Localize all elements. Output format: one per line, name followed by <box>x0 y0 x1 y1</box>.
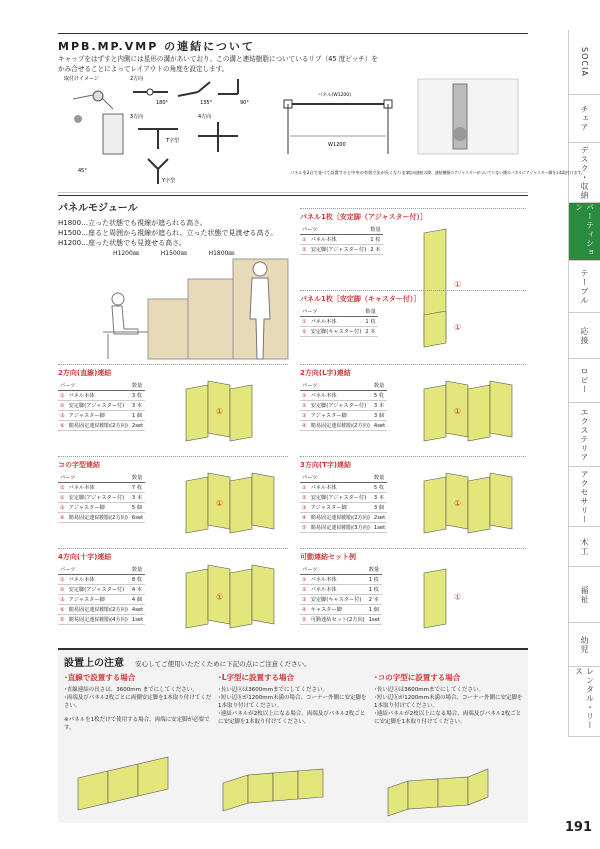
panel-shape <box>424 311 446 347</box>
part-number: ② <box>302 494 307 501</box>
height-1200: H1200㎜ <box>113 250 139 257</box>
part-number: ⑤ <box>60 616 65 623</box>
table-row <box>58 615 145 625</box>
part-qty: 2set <box>373 514 386 521</box>
set-title: パネル1枚［安定脚（アジャスター付）］ <box>300 213 427 221</box>
part-name: アジャスター脚 <box>309 503 372 513</box>
caution-col-title: ･コの字型に設置する場合 <box>374 673 461 682</box>
parts-header: パーツ <box>300 565 367 575</box>
table-row <box>300 493 387 503</box>
label-width: W1200 <box>328 142 346 148</box>
part-name: 可動連結セット(2方向) <box>309 615 367 625</box>
part-number: ① <box>302 392 307 399</box>
callout-1: ① <box>454 592 462 602</box>
label-four-dir: 4方向 <box>198 114 212 120</box>
label-image: 取付けイメージ <box>64 76 99 82</box>
part-name: 簡易固定連結樹脂(4方向) <box>67 615 130 625</box>
part-number: ② <box>302 586 307 593</box>
parts-table <box>300 307 378 337</box>
part-qty: 1set <box>131 616 144 623</box>
part-qty: 2 本 <box>363 327 377 337</box>
table-row <box>300 513 387 523</box>
part-number: ④ <box>60 514 65 521</box>
panel-shape <box>424 477 446 533</box>
part-name: 安定脚(アジャスター付) <box>67 493 130 503</box>
part-qty: 4set <box>131 606 144 613</box>
height-1800: H1800㎜ <box>208 250 235 257</box>
part-name: パネル本体 <box>67 483 130 493</box>
joint-illustration <box>73 91 123 154</box>
part-qty: 1 枚 <box>367 585 382 595</box>
connection-body-line2: かみ合せることによってレイアウトの角度を設定します。 <box>58 65 229 73</box>
panel-shape <box>490 381 512 437</box>
part-number: ① <box>302 484 307 491</box>
table-row <box>58 605 145 615</box>
label-90: 90° <box>240 100 249 106</box>
set-7 <box>300 548 526 643</box>
tab-10[interactable]: 福祉 <box>568 567 600 623</box>
set-title: コの字型連結 <box>58 461 100 469</box>
panel-shape <box>252 565 274 624</box>
qty-header: 数量 <box>130 473 145 483</box>
tab-12[interactable]: レンタル・リース <box>568 667 600 737</box>
part-qty: 1set <box>368 616 380 623</box>
callout-1: ① <box>216 499 224 508</box>
part-name: アジャスター脚 <box>67 503 130 513</box>
caution-line: ･連結パネルが2枚以上になる場合、両端及びパネル2枚ごとに安定脚を1本取り付けてください。 <box>374 711 522 725</box>
caution-line: ･短い辺ⓑが1200mm未満の場合、コーナー外側に安定脚を1本取り付けてください。 <box>218 695 367 709</box>
table-row <box>300 317 378 327</box>
part-number: ④ <box>302 514 307 521</box>
caution-line: ･直線連結の長さは、3600mm までにしてください。 <box>64 687 198 693</box>
table-row <box>300 391 387 401</box>
tab-4[interactable]: テーブル <box>568 261 600 313</box>
part-number: ⑤ <box>302 616 307 623</box>
label-t-shape: T字型 <box>166 138 180 144</box>
module-line-h1800: H1800…立った状態でも視線が遮られる高さ。 <box>58 219 207 227</box>
caution-col-u-shape <box>374 672 524 726</box>
table-row <box>58 493 145 503</box>
caution-diagrams <box>58 753 528 823</box>
set-title: 3方向(T字)連結 <box>300 461 352 469</box>
set-title: 2方向(L字)連結 <box>300 369 351 377</box>
part-name: パネル本体 <box>309 575 367 585</box>
part-qty: 5 枚 <box>372 391 387 401</box>
part-name: 安定脚(キャスター付) <box>309 327 364 337</box>
u-layout-diagram <box>388 769 488 816</box>
table-row <box>300 411 387 421</box>
set-title: パネル1枚［安定脚（キャスター付）］ <box>300 295 421 303</box>
panel-shape <box>230 569 252 628</box>
set-title: 可動連結セット例 <box>300 553 356 561</box>
note-left: パネルを2台で並べて設置すると中央の有効寸法が長くなります。 <box>290 170 414 175</box>
part-name: アジャスター脚 <box>309 411 372 421</box>
part-number: ④ <box>60 422 65 429</box>
part-name: アジャスター脚 <box>67 411 130 421</box>
part-number: ② <box>60 402 65 409</box>
qty-header: 数量 <box>365 309 376 315</box>
label-panel-w: パネル(W1200) <box>318 93 351 98</box>
set-5 <box>300 456 526 548</box>
cross-joint <box>198 122 238 152</box>
parts-header: パーツ <box>300 473 372 483</box>
caution-col-title: ･L字型に設置する場合 <box>218 673 295 682</box>
part-qty: 3 個 <box>372 411 387 421</box>
part-qty: 3 枚 <box>130 391 145 401</box>
part-qty: 1 枚 <box>363 317 377 327</box>
parts-header: パーツ <box>58 473 130 483</box>
part-number: ③ <box>302 596 307 603</box>
table-row <box>300 235 383 245</box>
table-row <box>58 585 145 595</box>
part-name: 安定脚(アジャスター付) <box>309 493 372 503</box>
straight-layout-diagram <box>78 757 168 810</box>
page-number: 191 <box>564 820 592 835</box>
set-title: 2方向(直線)連結 <box>58 369 112 377</box>
caution-line: ･短い辺ⓑが1200mm未満の場合、コーナー外側に安定脚を1本取り付けてください。 <box>374 695 523 709</box>
part-qty: 2 本 <box>367 595 382 605</box>
parts-table <box>300 565 382 625</box>
module-line-h1200: H1200…座った状態でも見渡せる高さ。 <box>58 239 186 247</box>
table-row <box>300 523 387 533</box>
callout-1: ① <box>454 323 462 332</box>
caution-line: ･長い辺ⓐは3600mmまでにしてください。 <box>218 687 328 693</box>
set-illustration <box>416 371 526 453</box>
table-row <box>58 575 145 585</box>
label-45: 45° <box>78 168 87 174</box>
side-index-tabs <box>564 30 600 810</box>
tab-7[interactable]: エクステリア <box>568 403 600 467</box>
callout-1: ① <box>216 407 224 416</box>
part-name: パネル本体 <box>309 317 364 327</box>
panel-module-title: パネルモジュール <box>58 203 138 214</box>
set-3 <box>300 364 526 456</box>
parts-table <box>300 225 383 255</box>
panel-shape <box>252 473 274 529</box>
part-name: 安定脚(アジャスター付) <box>67 585 130 595</box>
set-illustration <box>178 463 288 545</box>
part-name: 安定脚(アジャスター付) <box>309 401 372 411</box>
table-row <box>300 401 387 411</box>
tab-1[interactable]: チェア <box>568 95 600 143</box>
caution-subtitle: 安心してご使用いただくために下記の点にご注意ください。 <box>135 660 311 668</box>
caution-col-title: ･直線で設置する場合 <box>64 673 136 682</box>
set-illustration <box>416 463 526 545</box>
part-qty: 3 本 <box>130 493 145 503</box>
set-illustration <box>416 297 526 359</box>
seated-person-icon <box>103 293 148 359</box>
callout-1: ① <box>454 280 462 289</box>
part-number: ② <box>302 402 307 409</box>
part-number: ① <box>302 318 307 325</box>
tab-3[interactable]: パーティション <box>568 203 600 261</box>
part-qty: 2set <box>131 422 144 429</box>
part-qty: 4 本 <box>130 585 145 595</box>
part-qty: 1 枚 <box>368 235 382 245</box>
set-illustration <box>416 555 526 640</box>
connection-title: MPB.MP.VMP の連結について <box>58 40 255 53</box>
module-illustration <box>88 254 298 364</box>
part-name: パネル本体 <box>309 585 367 595</box>
label-135: 135° <box>200 100 213 106</box>
table-row <box>300 605 382 615</box>
qty-header: 数量 <box>372 473 387 483</box>
table-row <box>58 421 145 431</box>
part-name: アジャスター脚 <box>67 595 130 605</box>
panel-shape <box>186 569 208 628</box>
part-number: ④ <box>60 606 65 613</box>
tab-0[interactable]: SOCIA <box>568 30 600 95</box>
tab-6[interactable]: ロビー <box>568 359 600 403</box>
caution-section <box>58 648 528 823</box>
callout-1: ① <box>454 407 462 416</box>
tab-8[interactable]: アクセサリー <box>568 467 600 527</box>
part-qty: 6set <box>131 514 144 521</box>
part-name: 簡易固定連結樹脂(2方向) <box>67 421 130 431</box>
table-row <box>58 401 145 411</box>
part-number: ③ <box>302 504 307 511</box>
table-row <box>58 595 145 605</box>
set-illustration <box>178 371 288 453</box>
parts-header: パーツ <box>300 225 368 235</box>
part-number: ① <box>60 392 65 399</box>
part-qty: 1 個 <box>367 605 382 615</box>
part-qty: 5 枚 <box>372 483 387 493</box>
table-row <box>58 503 145 513</box>
label-y-shape: Y字型 <box>162 178 176 184</box>
set-4 <box>58 456 288 548</box>
part-name: パネル本体 <box>309 235 369 245</box>
qty-header: 数量 <box>367 565 382 575</box>
part-qty: 4 個 <box>130 595 145 605</box>
parts-table <box>300 381 387 431</box>
table-row <box>300 503 387 513</box>
caution-line: ･両端及びパネル2枚ごとに両側安定脚を1本取り付けてください。 <box>64 695 212 709</box>
part-name: 安定脚(アジャスター付) <box>309 245 369 255</box>
table-row <box>58 411 145 421</box>
part-number: ④ <box>302 606 307 613</box>
table-row <box>58 483 145 493</box>
part-number: ① <box>60 576 65 583</box>
part-number: ⑤ <box>302 524 307 531</box>
part-name: 安定脚(アジャスター付) <box>67 401 130 411</box>
angle-135 <box>178 82 210 96</box>
l-layout-diagram <box>223 769 323 811</box>
part-qty: 8 枚 <box>130 575 145 585</box>
callout-1: ① <box>454 499 462 508</box>
label-three-dir: 3方向 <box>130 114 144 120</box>
panel-shape <box>468 385 490 441</box>
panel-shape <box>230 385 252 441</box>
set-illustration <box>178 555 288 640</box>
part-qty: 3 本 <box>130 401 145 411</box>
caution-col-l-shape <box>218 672 368 726</box>
tab-9[interactable]: 木工 <box>568 527 600 567</box>
table-row <box>300 575 382 585</box>
part-number: ① <box>302 236 307 243</box>
caution-line: ･長い辺ⓐは3600mmまでにしてください。 <box>374 687 484 693</box>
part-name: 簡易固定連結樹脂(2方向) <box>67 605 130 615</box>
table-row <box>300 595 382 605</box>
parts-table <box>300 473 387 533</box>
part-qty: 1set <box>373 524 386 531</box>
part-qty: 1 個 <box>130 411 145 421</box>
part-number: ③ <box>302 412 307 419</box>
part-name: キャスター脚 <box>309 605 367 615</box>
part-name: パネル本体 <box>67 391 130 401</box>
part-number: ② <box>302 328 307 335</box>
panel-shape <box>468 477 490 533</box>
part-qty: 1 枚 <box>367 575 382 585</box>
caution-line: ※パネルを1枚だけで使用する場合、両端に安定脚が必要です。 <box>64 717 210 731</box>
panel-shape <box>490 473 512 529</box>
part-name: 安定脚(キャスター付) <box>309 595 367 605</box>
table-row <box>300 421 387 431</box>
part-qty: 5 個 <box>130 503 145 513</box>
parts-header: パーツ <box>300 307 363 317</box>
note-right: 2方向連結の際、連結樹脂のアジャスターがついていない側のパネルにアジャスター脚を1本取付けます。 <box>406 170 585 175</box>
set-6 <box>58 548 288 643</box>
panel-shape <box>186 477 208 533</box>
part-qty: 3 本 <box>372 493 387 503</box>
part-name: 簡易固定連結樹脂(2方向) <box>309 421 372 431</box>
panel-shape <box>230 477 252 533</box>
joint-photo <box>418 79 518 154</box>
part-number: ② <box>60 586 65 593</box>
parts-header: パーツ <box>58 381 130 391</box>
qty-header: 数量 <box>372 381 387 391</box>
qty-header: 数量 <box>130 565 145 575</box>
part-name: パネル本体 <box>309 391 372 401</box>
panel-shape <box>424 385 446 441</box>
height-1500: H1500㎜ <box>160 250 187 257</box>
part-qty: 2 本 <box>368 245 382 255</box>
part-qty: 4set <box>373 422 386 429</box>
part-name: パネル本体 <box>309 483 372 493</box>
tab-11[interactable]: 幼児 <box>568 623 600 667</box>
label-180: 180° <box>156 100 169 106</box>
panel-shape <box>186 385 208 441</box>
part-number: ③ <box>60 504 65 511</box>
qty-header: 数量 <box>130 381 145 391</box>
part-number: ② <box>60 494 65 501</box>
part-name: 簡易固定連結樹脂(3方向) <box>309 523 372 533</box>
parts-header: パーツ <box>58 565 130 575</box>
part-number: ② <box>302 246 307 253</box>
qty-header: 数量 <box>370 227 381 233</box>
angle-90 <box>218 79 238 94</box>
part-number: ③ <box>60 596 65 603</box>
table-row <box>300 327 378 337</box>
caution-line: ･連結パネルが2枚以上になる場合、両端及びパネル2枚ごとに安定脚を1本取り付けてください。 <box>218 711 366 725</box>
angle-180 <box>133 89 168 95</box>
part-qty: 7 枚 <box>130 483 145 493</box>
set-title: 4方向(十字)連結 <box>58 553 112 561</box>
caution-title: 設置上の注意 <box>64 658 124 669</box>
part-qty: 3 本 <box>372 401 387 411</box>
set-1 <box>300 290 526 362</box>
parts-header: パーツ <box>300 381 372 391</box>
panel-h1500 <box>188 279 238 359</box>
tab-2[interactable]: デスク・収納 <box>568 143 600 203</box>
label-two-dir: 2方向 <box>130 76 144 82</box>
parts-table <box>58 565 145 625</box>
table-row <box>300 615 382 625</box>
set-2 <box>58 364 288 456</box>
table-row <box>58 513 145 523</box>
part-name: パネル本体 <box>67 575 130 585</box>
part-number: ① <box>60 484 65 491</box>
panel-shape <box>424 569 446 628</box>
callout-1: ① <box>216 592 224 602</box>
part-number: ① <box>302 576 307 583</box>
table-row <box>58 391 145 401</box>
table-row <box>300 483 387 493</box>
tab-5[interactable]: 応接 <box>568 313 600 359</box>
part-number: ③ <box>60 412 65 419</box>
caution-col-straight <box>64 672 214 732</box>
module-line-h1500: H1500…座ると周囲から視線が遮られ、立った状態で見渡せる高さ。 <box>58 229 278 237</box>
table-row <box>300 245 383 255</box>
parts-table <box>58 381 145 431</box>
table-row <box>300 585 382 595</box>
part-qty: 3 個 <box>372 503 387 513</box>
connection-body-line1: キャップをはずすと内側には星形の溝があいており、この溝と連結樹脂についているリブ（45 度ピッチ）を <box>58 55 378 63</box>
part-name: 簡易固定連結樹脂(2方向) <box>309 513 372 523</box>
part-number: ④ <box>302 422 307 429</box>
part-name: 簡易固定連結樹脂(2方向) <box>67 513 130 523</box>
parts-table <box>58 473 145 523</box>
